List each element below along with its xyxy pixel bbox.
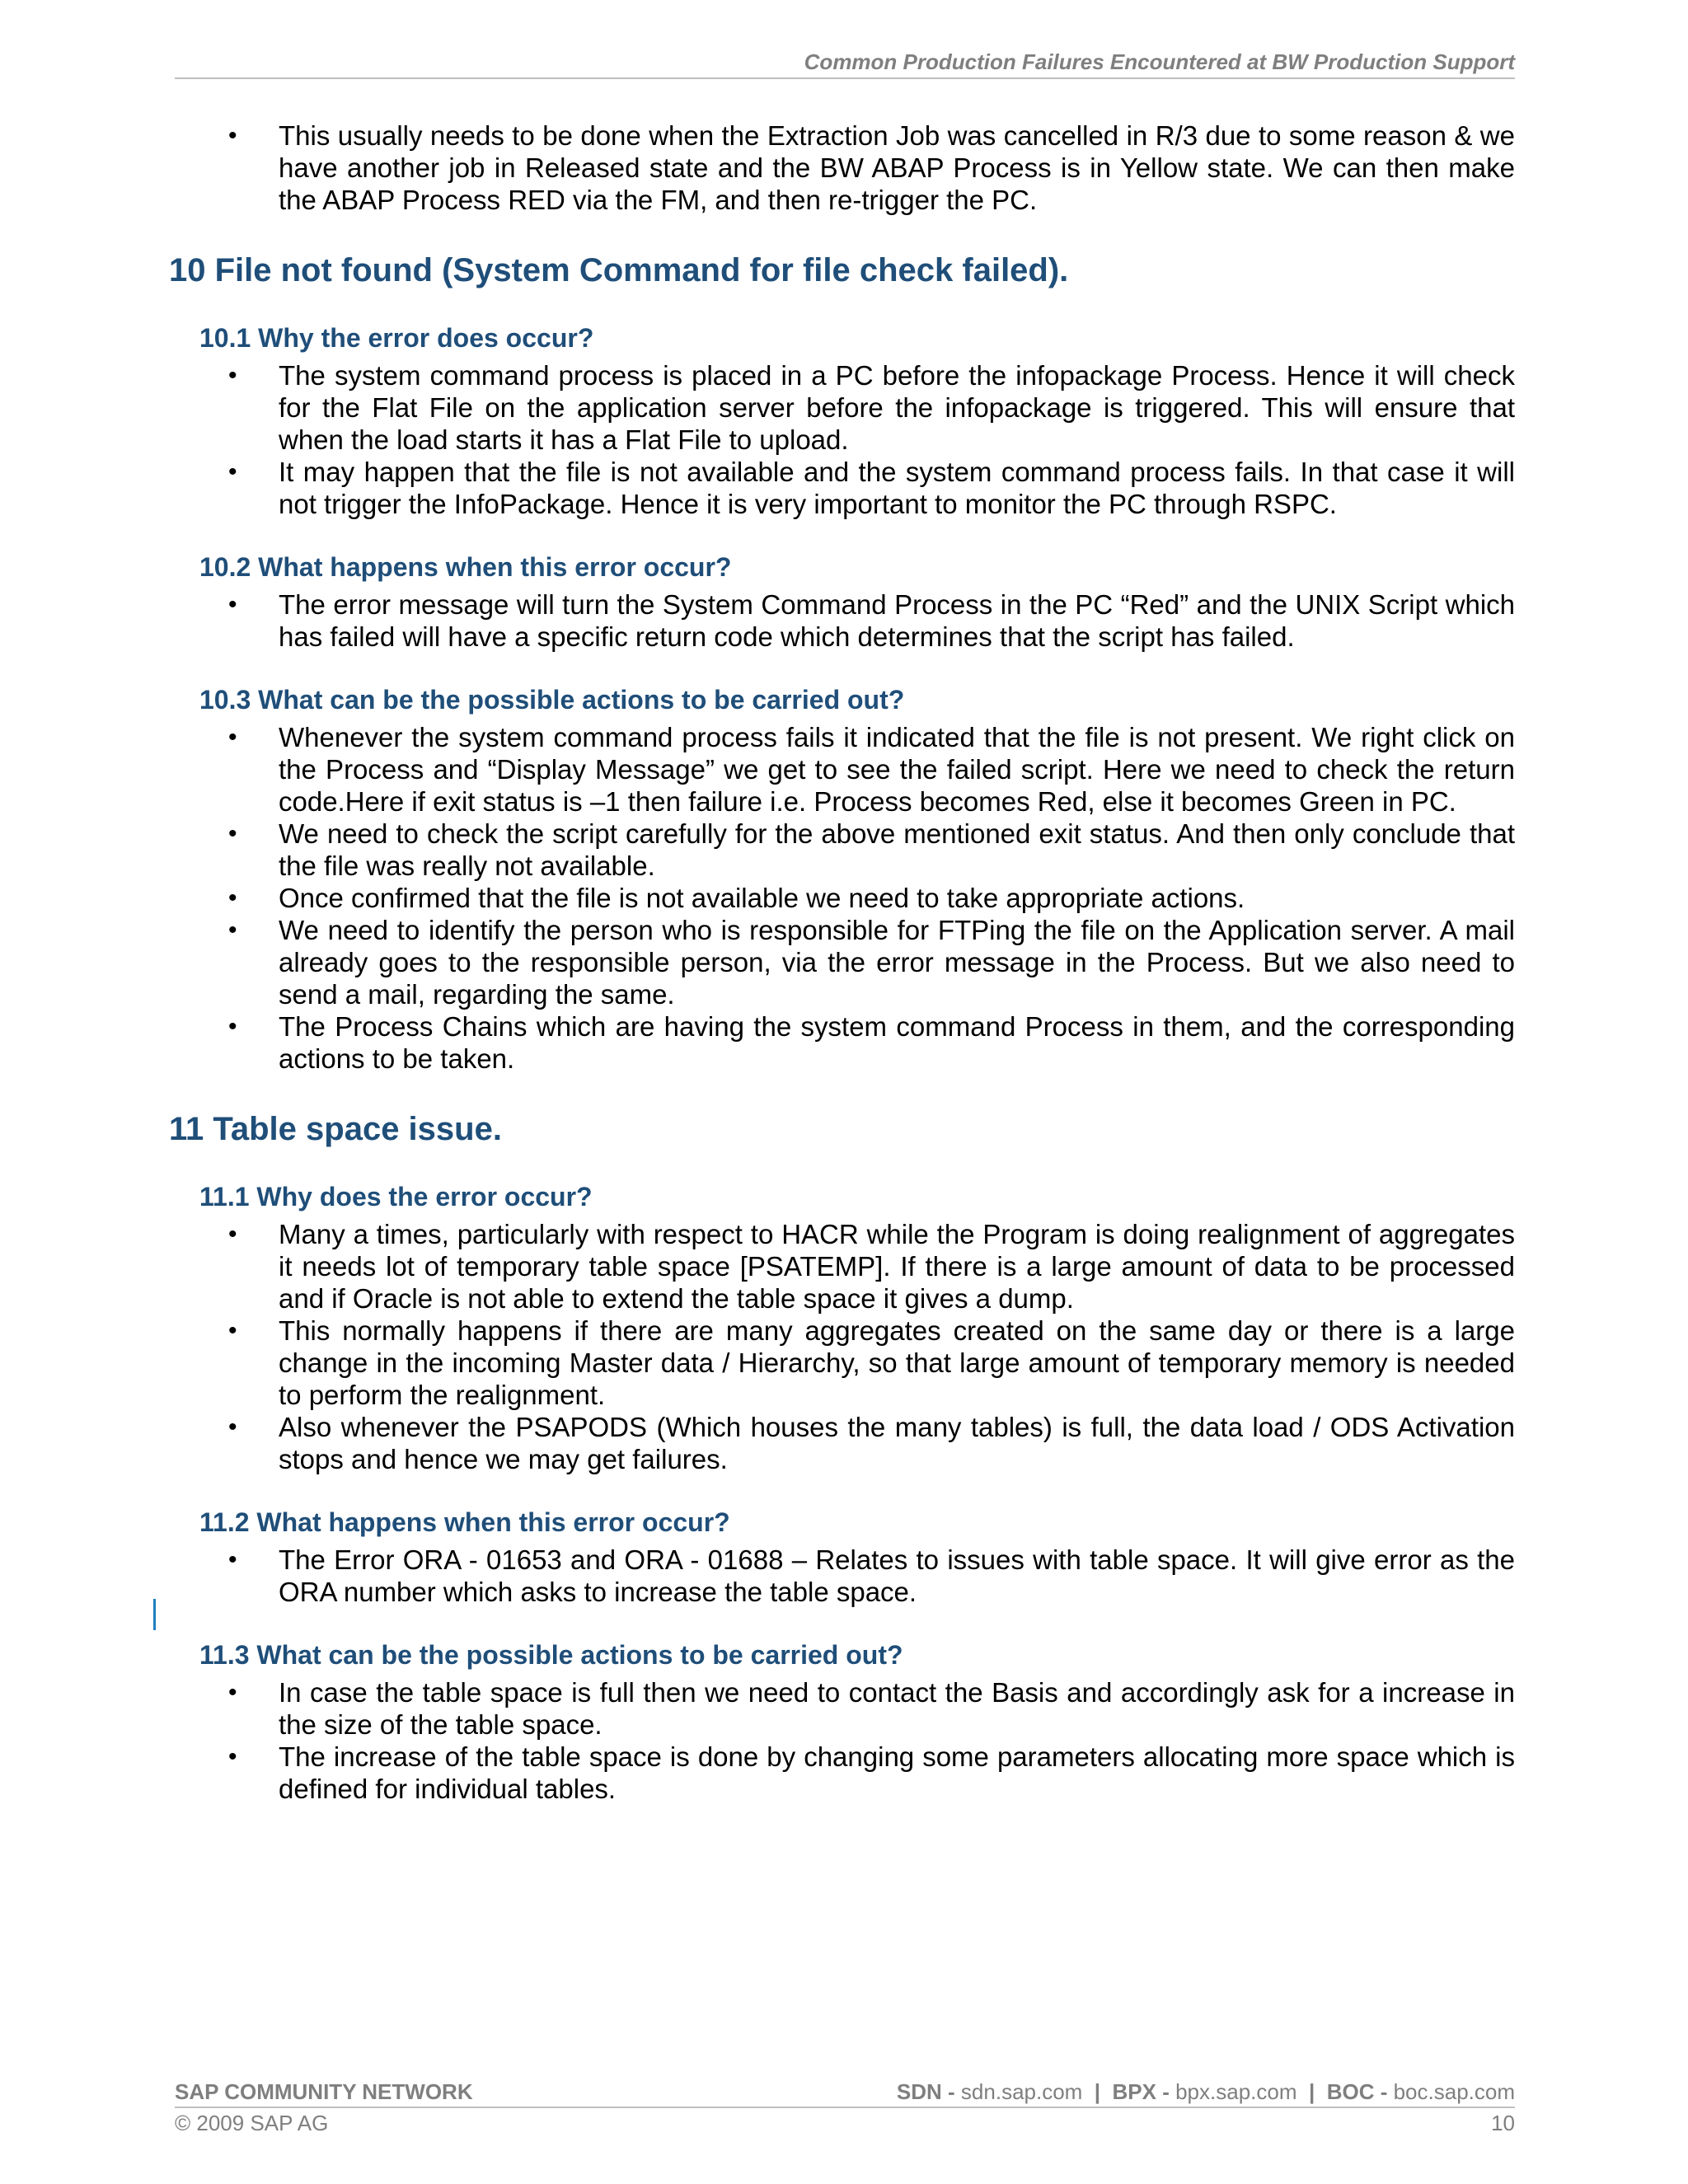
footer-top-row	[175, 2079, 1515, 2108]
boc-link[interactable]: boc.sap.com	[1393, 2079, 1515, 2104]
bullet-icon: •	[228, 1317, 237, 1344]
subsection-heading-10-1: 10.1 Why the error does occur?	[199, 323, 594, 353]
copyright: © 2009 SAP AG	[175, 2111, 329, 2135]
bullet-icon: •	[228, 362, 237, 389]
list-item: • We need to identify the person who is responsible for FTPing the file on the Application server. A mail already goes to the responsible person, via the error message in the Process. But we also need to send a mail, regarding the same.	[228, 915, 1515, 1010]
bullet-icon: •	[228, 591, 237, 618]
subsection-heading-11-2: 11.2 What happens when this error occur?	[199, 1507, 730, 1537]
bullet-list-11-2	[169, 1544, 1515, 1608]
list-item: • The error message will turn the System Command Process in the PC “Red” and the UNIX Script which has failed will have a specific return code which determines that the script has failed.	[228, 589, 1515, 652]
bullet-icon: •	[228, 820, 237, 847]
list-item: • The increase of the table space is done by changing some parameters allocating more space which is defined for individual tables.	[228, 1741, 1515, 1804]
bullet-list-10-2	[169, 588, 1515, 653]
bullet-icon: •	[228, 916, 237, 944]
list-item: • It may happen that the file is not available and the system command process fails. In that case it will not trigger the InfoPackage. Hence it is very important to monitor the PC through RSPC.	[228, 457, 1515, 519]
bullet-icon: •	[228, 1679, 237, 1706]
list-item: • This usually needs to be done when the Extraction Job was cancelled in R/3 due to some reason & we have another job in Released state and the BW ABAP Process is in Yellow state. We can then make the ABAP Process RED via the FM, and then re-trigger the PC.	[228, 120, 1515, 215]
revision-change-bar	[153, 1599, 156, 1630]
bullet-icon: •	[228, 1546, 237, 1573]
intro-bullet-list	[169, 120, 1515, 216]
list-item: • The Process Chains which are having the system command Process in them, and the corresponding actions to be taken.	[228, 1011, 1515, 1074]
bullet-icon: •	[228, 1013, 237, 1040]
sdn-link[interactable]: sdn.sap.com	[960, 2079, 1083, 2104]
document-body	[169, 120, 1515, 1805]
section-heading-11: 11 Table space issue.	[169, 1111, 502, 1147]
page-footer	[175, 2079, 1515, 2136]
bullet-icon: •	[228, 884, 237, 912]
subsection-heading-11-3: 11.3 What can be the possible actions to be carried out?	[199, 1640, 903, 1670]
section-heading-10: 10 File not found (System Command for file check failed).	[169, 252, 1069, 288]
subsection-heading-10-2: 10.2 What happens when this error occur?	[199, 552, 732, 582]
footer-separator: |	[1308, 2079, 1315, 2104]
page-header	[175, 48, 1515, 79]
bullet-icon: •	[228, 724, 237, 751]
footer-links	[897, 2079, 1515, 2107]
bullet-list-10-1	[169, 359, 1515, 520]
footer-bottom-row	[175, 2108, 1515, 2136]
subsection-heading-10-3: 10.3 What can be the possible actions to be carried out?	[199, 685, 905, 715]
bullet-icon: •	[228, 1221, 237, 1248]
list-item: • We need to check the script carefully for the above mentioned exit status. And then only conclude that the file was really not available.	[228, 818, 1515, 881]
subsection-heading-11-1: 11.1 Why does the error occur?	[199, 1182, 593, 1212]
bpx-label: BPX -	[1112, 2079, 1170, 2104]
bullet-icon: •	[228, 1413, 237, 1441]
list-item: • Also whenever the PSAPODS (Which houses the many tables) is full, the data load / ODS Activation stops and hence we may get failures.	[228, 1412, 1515, 1474]
list-item: • The Error ORA - 01653 and ORA - 01688 – Relates to issues with table space. It will give error as the ORA number which asks to increase the table space.	[228, 1544, 1515, 1607]
list-item: • The system command process is placed in a PC before the infopackage Process. Hence it will check for the Flat File on the application server before the infopackage is triggered. This will ensure that when the load starts it has a Flat File to upload.	[228, 360, 1515, 455]
boc-label: BOC -	[1326, 2079, 1388, 2104]
list-item: • Many a times, particularly with respect to HACR while the Program is doing realignment of aggregates it needs lot of temporary table space [PSATEMP]. If there is a large amount of data to be processed and if Oracle is not able to extend the table space it gives a dump.	[228, 1219, 1515, 1314]
list-item: • Whenever the system command process fails it indicated that the file is not present. We right click on the Process and “Display Message” we get to see the failed script. Here we need to check the return code.Here if exit status is –1 then failure i.e. Process becomes Red, else it becomes Green in PC.	[228, 722, 1515, 817]
footer-network-name: SAP COMMUNITY NETWORK	[175, 2079, 473, 2104]
bpx-link[interactable]: bpx.sap.com	[1175, 2079, 1297, 2104]
bullet-list-10-3	[169, 721, 1515, 1075]
list-item: • This normally happens if there are many aggregates created on the same day or there is a large change in the incoming Master data / Hierarchy, so that large amount of temporary memory is needed to perform the realignment.	[228, 1315, 1515, 1410]
bullet-icon: •	[228, 122, 237, 149]
bullet-icon: •	[228, 1743, 237, 1770]
list-item: • In case the table space is full then we need to contact the Basis and accordingly ask for a increase in the size of the table space.	[228, 1677, 1515, 1740]
bullet-list-11-1	[169, 1218, 1515, 1475]
footer-separator: |	[1094, 2079, 1101, 2104]
running-title: Common Production Failures Encountered at BW Production Support	[804, 49, 1515, 74]
bullet-list-11-3	[169, 1676, 1515, 1805]
sdn-label: SDN -	[896, 2079, 955, 2104]
page-number: 10	[1491, 2111, 1515, 2135]
list-item: • Once confirmed that the file is not available we need to take appropriate actions.	[228, 883, 1245, 913]
bullet-icon: •	[228, 458, 237, 485]
